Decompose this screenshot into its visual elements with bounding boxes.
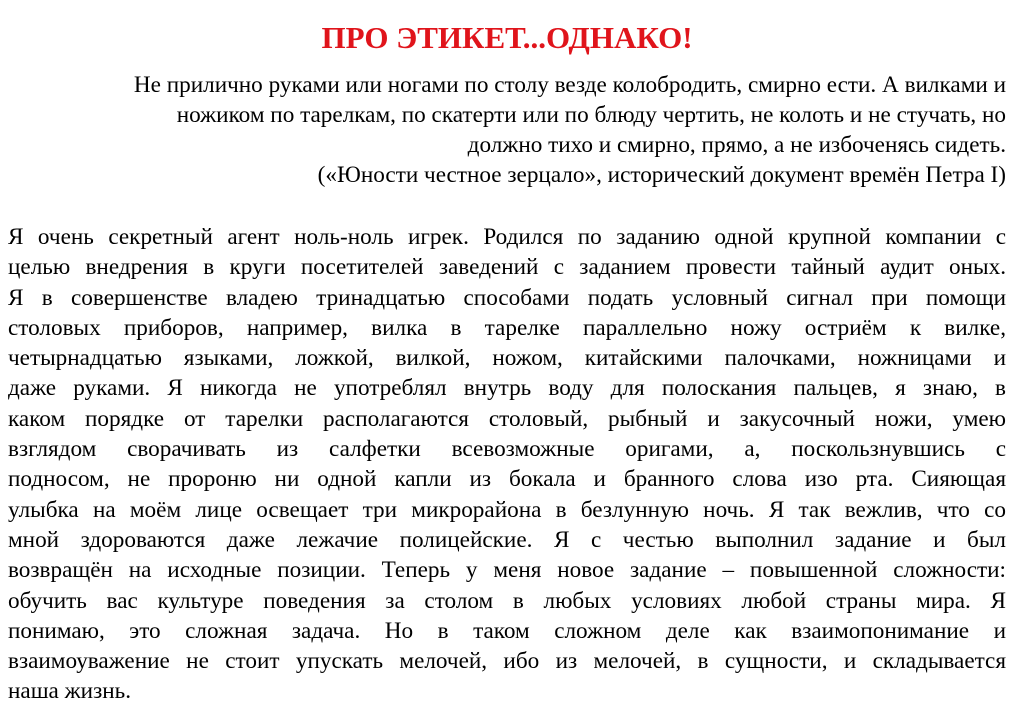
epigraph — [8, 70, 1006, 190]
body-line: каком порядке от тарелки располагаются столовый, рыбный и закусочный ножи, умею — [8, 405, 1006, 432]
document-page — [8, 0, 1006, 709]
body-paragraph — [8, 222, 1006, 707]
body-line: четырнадцатью языками, ложкой, вилкой, ножом, китайскими палочками, ножницами и — [8, 345, 1006, 372]
body-line: понимаю, это сложная задача. Но в таком сложном деле как взаимопонимание и — [8, 617, 1006, 644]
body-line: даже руками. Я никогда не употреблял внутрь воду для полоскания пальцев, я знаю, в — [8, 375, 1006, 402]
body-line: мной здороваются даже лежачие полицейские. Я с честью выполнил задание и был — [8, 526, 1006, 553]
epigraph-line: Не прилично руками или ногами по столу везде колобродить, смирно ести. А вилками и — [133, 72, 1006, 98]
body-line: наша жизнь. — [8, 678, 132, 705]
body-line: возвращён на исходные позиции. Теперь у меня новое задание – повышенной сложности: — [8, 557, 1006, 584]
body-line: взаимоуважение не стоит упускать мелочей, ибо из мелочей, в сущности, и складывается — [8, 648, 1006, 675]
epigraph-source: («Юности честное зерцало», исторический документ времён Петра I) — [317, 162, 1006, 188]
body-line: Я очень секретный агент ноль-ноль игрек. Родился по заданию одной крупной компании с — [8, 224, 1006, 250]
body-line: столовых приборов, например, вилка в тарелке параллельно ножу остриём к вилке, — [8, 314, 1006, 341]
epigraph-line: ножиком по тарелкам, по скатерти или по блюду чертить, не колоть и не стучать, но — [176, 102, 1006, 128]
body-line: улыбка на моём лице освещает три микрорайона в безлунную ночь. Я так вежлив, что со — [8, 496, 1006, 523]
body-line: обучить вас культуре поведения за столом в любых условиях любой страны мира. Я — [8, 587, 1006, 614]
body-line: Я в совершенстве владею тринадцатью способами подать условный сигнал при помощи — [8, 284, 1006, 311]
body-line: взглядом сворачивать из салфетки всевозможные оригами, а, поскользнувшись с — [8, 436, 1006, 463]
epigraph-line: должно тихо и смирно, прямо, а не избоченясь сидеть. — [467, 132, 1006, 158]
body-line: целью внедрения в круги посетителей заведений с заданием провести тайный аудит оных. — [8, 254, 1006, 281]
body-line: подносом, не пророню ни одной капли из бокала и бранного слова изо рта. Сияющая — [8, 466, 1006, 493]
page-title: ПРО ЭТИКЕТ...ОДНАКО! — [321, 20, 693, 55]
